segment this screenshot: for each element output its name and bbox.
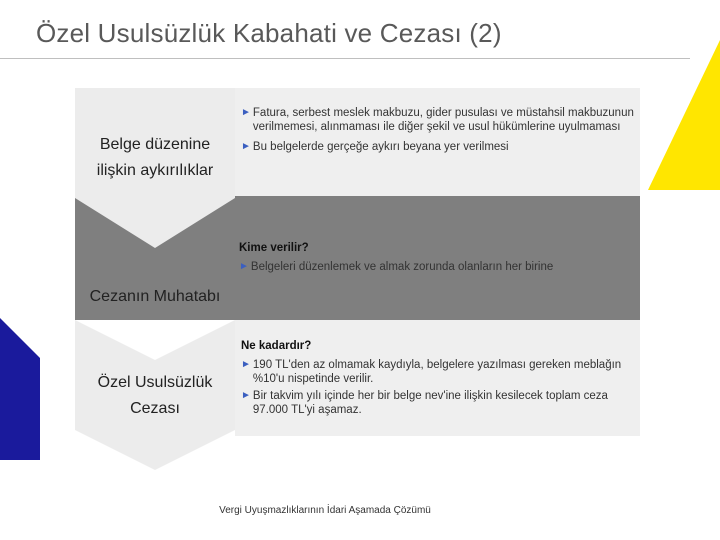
slide-footer: Vergi Uyuşmazlıklarının İdari Aşamada Çözümü (219, 505, 431, 516)
bullet-item: ► 190 TL'den az olmamak kaydıyla, belgelere yazılması gereken meblağın %10'u nispetinde verilir. (241, 359, 622, 385)
chevron-1-line2: ilişkin aykırılıklar (96, 162, 214, 179)
chevron-2-label: Cezanın Muhatabı (89, 288, 221, 305)
section-3-heading: Ne kadardır? (241, 340, 312, 352)
blue-accent-shape (0, 318, 40, 460)
bullet-arrow-icon: ► (239, 261, 249, 272)
title-divider (0, 58, 690, 59)
section-2-heading: Kime verilir? (239, 242, 309, 254)
bullet-arrow-icon: ► (241, 390, 251, 401)
slide-title: Özel Usulsüzlük Kabahati ve Cezası (2) (36, 18, 502, 48)
chevron-3-line2: Cezası (130, 400, 180, 417)
yellow-accent-shape (648, 40, 720, 190)
content-panel-3 (235, 320, 640, 436)
bullet-arrow-icon: ► (241, 107, 251, 118)
content-panel-2 (235, 196, 640, 320)
chevron-box-2 (75, 284, 235, 310)
bullet-arrow-icon: ► (241, 141, 251, 152)
bullet-item: ► Fatura, serbest meslek makbuzu, gider pusulası ve müstahsil makbuzunun verilmemesi, alınmaması ile diğer şekil ve usul hükümlerine uyulmaması (241, 107, 634, 133)
chevron-3-line1: Özel Usulsüzlük (97, 374, 213, 391)
bullet-item: ► Bu belgelerde gerçeğe aykırı beyana yer verilmesi (241, 141, 509, 153)
bullet-item: ► Belgeleri düzenlemek ve almak zorunda olanların her birine (239, 261, 554, 273)
bullet-arrow-icon: ► (241, 359, 251, 370)
bullet-item: ► Bir takvim yılı içinde her bir belge nev'ine ilişkin kesilecek toplam ceza 97.000 TL'yi aşamaz. (241, 390, 608, 416)
chevron-1-line1: Belge düzenine (99, 136, 211, 153)
content-panel-1 (235, 88, 640, 196)
chevron-box-1 (75, 128, 235, 188)
chevron-box-3 (75, 366, 235, 426)
